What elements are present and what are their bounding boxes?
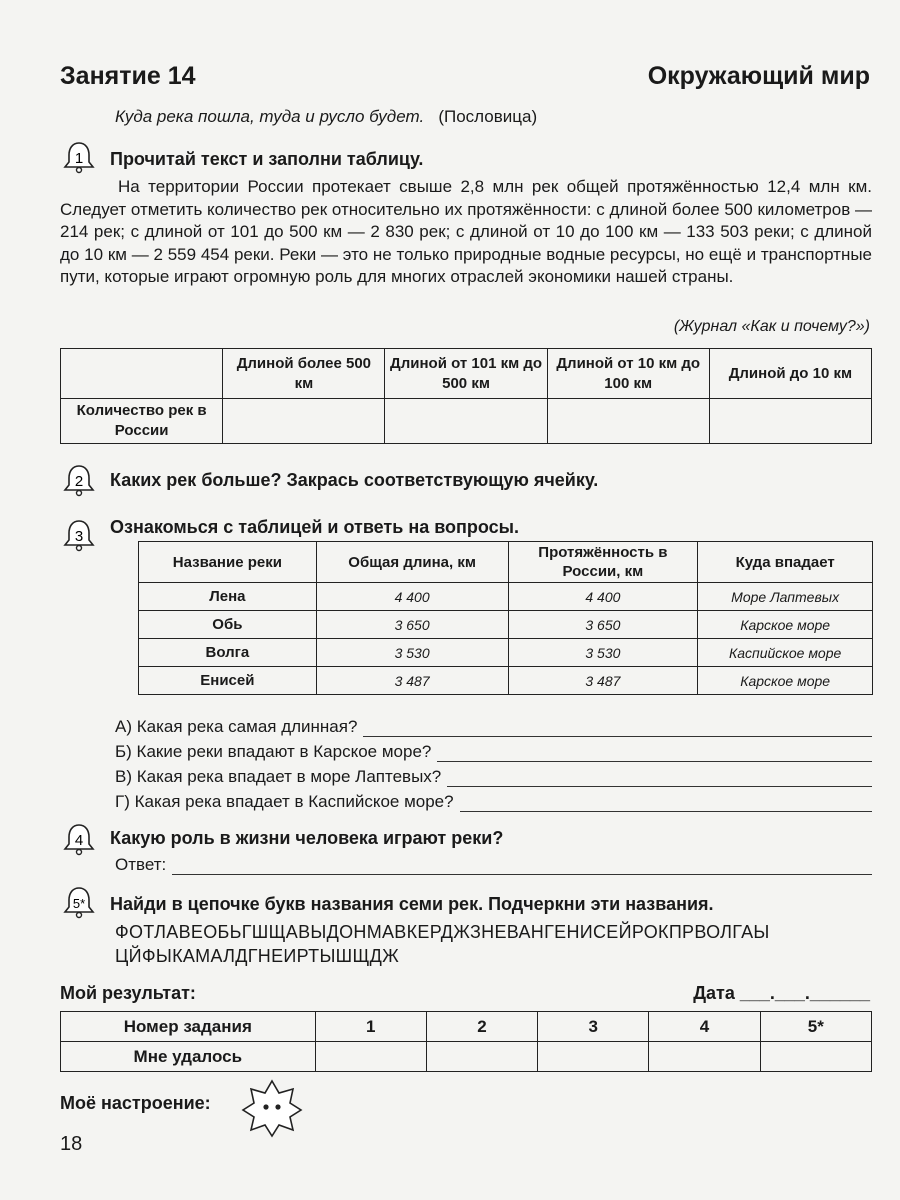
row-label: Количество рек в России <box>61 399 223 444</box>
paragraph-text: На территории России протекает свыше 2,8 млн рек общей протяжённостью 12,4 млн км. Следует отметить количество рек относительно их протяжённости: с длиной более 500 километров — 214 рек; с длиной от 101 до 500 км — 2 830 рек; с длиной от 10 до 100 км — 133 503 реки; с длиной до 10 км — 2 559 454 реки. Реки — это не только природные водные ресурсы, но ещё и транспортные пути, которые играют огромную роль для многих отраслей экономики нашей страны. <box>60 177 872 286</box>
bell-icon <box>62 885 96 919</box>
answer-line[interactable] <box>447 770 872 787</box>
question-text: Б) Какие реки впадают в Карское море? <box>115 742 432 761</box>
russia-length: 4 400 <box>508 583 698 611</box>
table-row <box>139 583 873 611</box>
rivers-table <box>138 541 873 695</box>
task-number-cell: 1 <box>315 1012 426 1042</box>
russia-length: 3 530 <box>508 639 698 667</box>
river-name: Обь <box>139 611 317 639</box>
paragraph-source: (Журнал «Как и почему?») <box>673 318 870 335</box>
row-label: Мне удалось <box>61 1042 316 1072</box>
question-text: Г) Какая река впадает в Каспийское море? <box>115 792 454 811</box>
answer-cell[interactable] <box>547 399 709 444</box>
question-text: А) Какая река самая длинная? <box>115 717 358 736</box>
header-cell: Название реки <box>139 542 317 583</box>
russia-length: 3 650 <box>508 611 698 639</box>
task-number: 1 <box>74 150 84 167</box>
proverb-source: (Пословица) <box>438 107 538 126</box>
task-number-cell: 5* <box>760 1012 871 1042</box>
question-a <box>115 717 872 737</box>
river-name: Волга <box>139 639 317 667</box>
task4-title: Какую роль в жизни человека играют реки? <box>110 828 504 848</box>
answer-line[interactable] <box>172 858 872 875</box>
answer-cell[interactable] <box>709 399 871 444</box>
letter-chain-line-2[interactable]: ЦЙФЫКАМАЛДГНЕИРТЫШЩДЖ <box>115 946 400 966</box>
table-row <box>139 667 873 695</box>
task-number-cell: 2 <box>426 1012 537 1042</box>
russia-length: 3 487 <box>508 667 698 695</box>
bell-icon <box>62 463 96 497</box>
result-table <box>60 1011 872 1072</box>
answer-line[interactable] <box>460 795 872 812</box>
letter-chain-line-1[interactable]: ФОТЛАВЕОБЬГШЩАВЫДОНМАВКЕРДЖЗНЕВАНГЕНИСЕЙРОКПРВОЛГАЫ <box>115 922 770 942</box>
task-number: 5* <box>72 896 86 911</box>
header-cell: Протяжённость в России, км <box>508 542 698 583</box>
question-d <box>115 792 872 812</box>
task-number: 4 <box>74 832 84 849</box>
answer-line[interactable] <box>437 745 872 762</box>
question-b <box>115 742 872 762</box>
task-number-cell: 4 <box>649 1012 760 1042</box>
answer-cell[interactable] <box>223 399 385 444</box>
header-cell: Длиной от 10 км до 100 км <box>547 349 709 399</box>
letter-chain[interactable] <box>115 920 770 968</box>
header-cell: Длиной более 500 км <box>223 349 385 399</box>
question-c <box>115 767 872 787</box>
bell-icon <box>62 518 96 552</box>
table-row <box>139 611 873 639</box>
task1-title: Прочитай текст и заполни таблицу. <box>110 149 424 169</box>
task5-title: Найди в цепочке букв названия семи рек. Подчеркни эти названия. <box>110 894 714 914</box>
task-number-cell: 3 <box>538 1012 649 1042</box>
answer-label: Ответ: <box>115 855 167 874</box>
task-number: 3 <box>74 528 84 545</box>
row-label: Номер задания <box>61 1012 316 1042</box>
result-cell[interactable] <box>649 1042 760 1072</box>
result-cell[interactable] <box>426 1042 537 1072</box>
task3-title: Ознакомься с таблицей и ответь на вопросы. <box>110 517 520 537</box>
answer-cell[interactable] <box>385 399 547 444</box>
lesson-title: Занятие 14 <box>60 62 196 90</box>
subject-title: Окружающий мир <box>647 62 870 90</box>
mouth: Каспийское море <box>698 639 873 667</box>
header-cell: Общая длина, км <box>316 542 508 583</box>
header-cell: Длиной от 101 км до 500 км <box>385 349 547 399</box>
date-field[interactable]: Дата ___.___.______ <box>693 983 870 1003</box>
river-length-table <box>60 348 872 444</box>
mood-label: Моё настроение: <box>60 1093 211 1113</box>
proverb-text: Куда река пошла, туда и русло будет. <box>115 107 425 126</box>
total-length: 3 487 <box>316 667 508 695</box>
bell-icon <box>62 822 96 856</box>
river-name: Енисей <box>139 667 317 695</box>
total-length: 4 400 <box>316 583 508 611</box>
total-length: 3 530 <box>316 639 508 667</box>
mouth: Море Лаптевых <box>698 583 873 611</box>
empty-header-cell <box>61 349 223 399</box>
total-length: 3 650 <box>316 611 508 639</box>
page-number: 18 <box>60 1133 83 1155</box>
answer-line[interactable] <box>363 720 872 737</box>
proverb <box>115 107 537 127</box>
task4-answer <box>115 855 872 875</box>
question-text: В) Какая река впадает в море Лаптевых? <box>115 767 442 786</box>
mouth: Карское море <box>698 611 873 639</box>
task2-title: Каких рек больше? Закрась соответствующую ячейку. <box>110 470 599 490</box>
table-row <box>139 639 873 667</box>
task1-paragraph <box>60 176 872 289</box>
result-cell[interactable] <box>315 1042 426 1072</box>
bell-icon <box>62 140 96 174</box>
result-title: Мой результат: <box>60 983 196 1003</box>
river-name: Лена <box>139 583 317 611</box>
header-cell: Куда впадает <box>698 542 873 583</box>
header-cell: Длиной до 10 км <box>709 349 871 399</box>
result-cell[interactable] <box>760 1042 871 1072</box>
result-cell[interactable] <box>538 1042 649 1072</box>
mood-star-icon[interactable] <box>240 1078 304 1138</box>
task-number: 2 <box>74 473 84 490</box>
mouth: Карское море <box>698 667 873 695</box>
